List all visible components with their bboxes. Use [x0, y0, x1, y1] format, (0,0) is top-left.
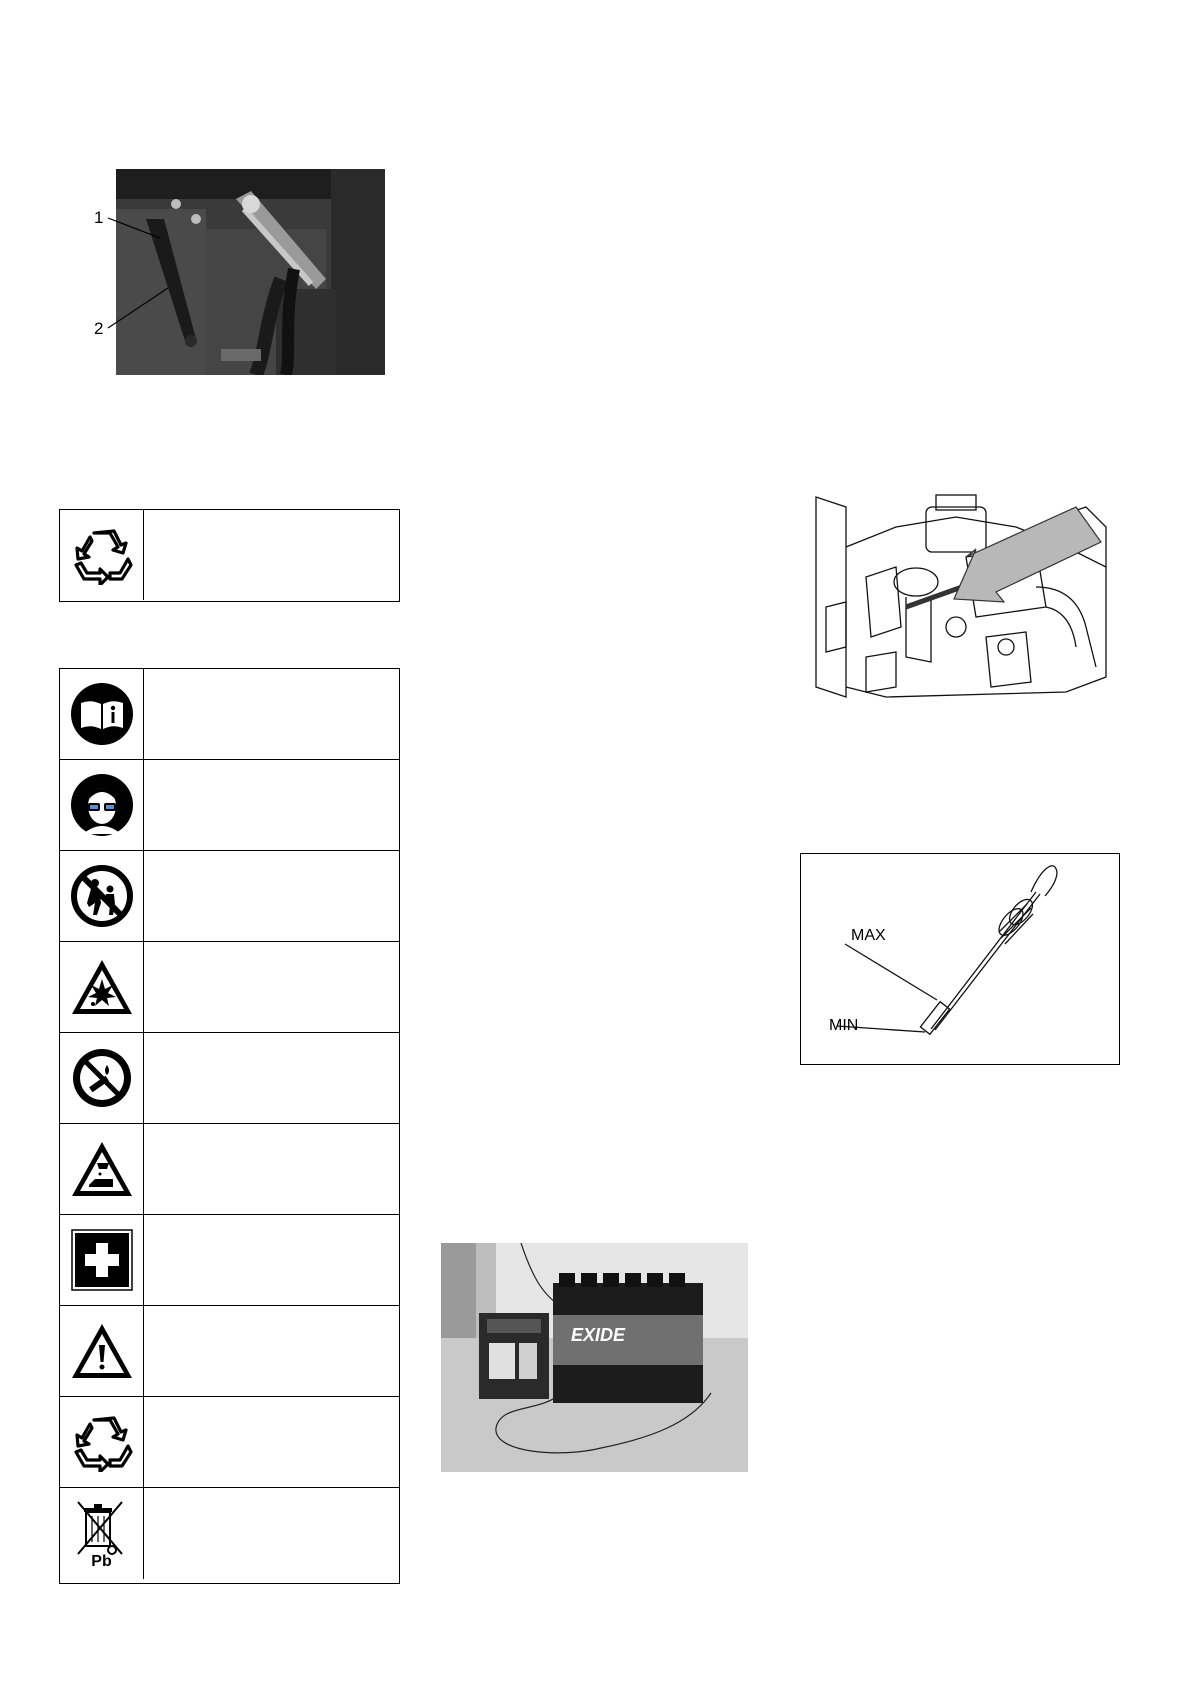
- callout-leader-lines: [100, 210, 180, 340]
- safety-row-first-aid: [60, 1215, 399, 1306]
- safety-row-read-manual: [60, 669, 399, 760]
- battery-charger-photo: [441, 1243, 748, 1472]
- safety-row-keep-children-away: [60, 851, 399, 942]
- read-manual-icon: [60, 669, 144, 759]
- min-label: MIN: [829, 1017, 859, 1034]
- safety-row-recycling: [60, 1397, 399, 1488]
- wear-eye-protection-icon: [60, 760, 144, 850]
- callout-2-label: 2: [94, 319, 104, 338]
- recycling-text-cell: [144, 510, 399, 600]
- no-smoking-no-open-flame-icon: [60, 1033, 144, 1123]
- exide-brand-label: EXIDE: [571, 1325, 626, 1345]
- battery-disposal-pb-icon: [60, 1488, 144, 1579]
- keep-children-away-icon: [60, 851, 144, 941]
- safety-row-corrosive: [60, 1124, 399, 1215]
- recycling-row: [60, 510, 399, 600]
- general-warning-icon: [60, 1306, 144, 1396]
- dipstick-figure: [800, 853, 1120, 1065]
- safety-row-general-warning: [60, 1306, 399, 1397]
- safety-row-battery-disposal: [60, 1488, 399, 1579]
- recycling-icon: [60, 510, 144, 600]
- safety-symbol-table: [59, 668, 400, 1584]
- recycling-table: [59, 509, 400, 602]
- callout-1-label: 1: [94, 208, 104, 227]
- engine-drawing: [806, 487, 1118, 705]
- safety-row-explosion: [60, 942, 399, 1033]
- safety-row-no-smoking: [60, 1033, 399, 1124]
- explosion-hazard-icon: [60, 942, 144, 1032]
- corrosive-acid-icon: [60, 1124, 144, 1214]
- pb-label: Pb: [91, 1552, 112, 1570]
- safety-row-eye-protection: [60, 760, 399, 851]
- first-aid-icon: [60, 1215, 144, 1305]
- recycling-icon: [60, 1397, 144, 1487]
- max-label: MAX: [851, 927, 886, 944]
